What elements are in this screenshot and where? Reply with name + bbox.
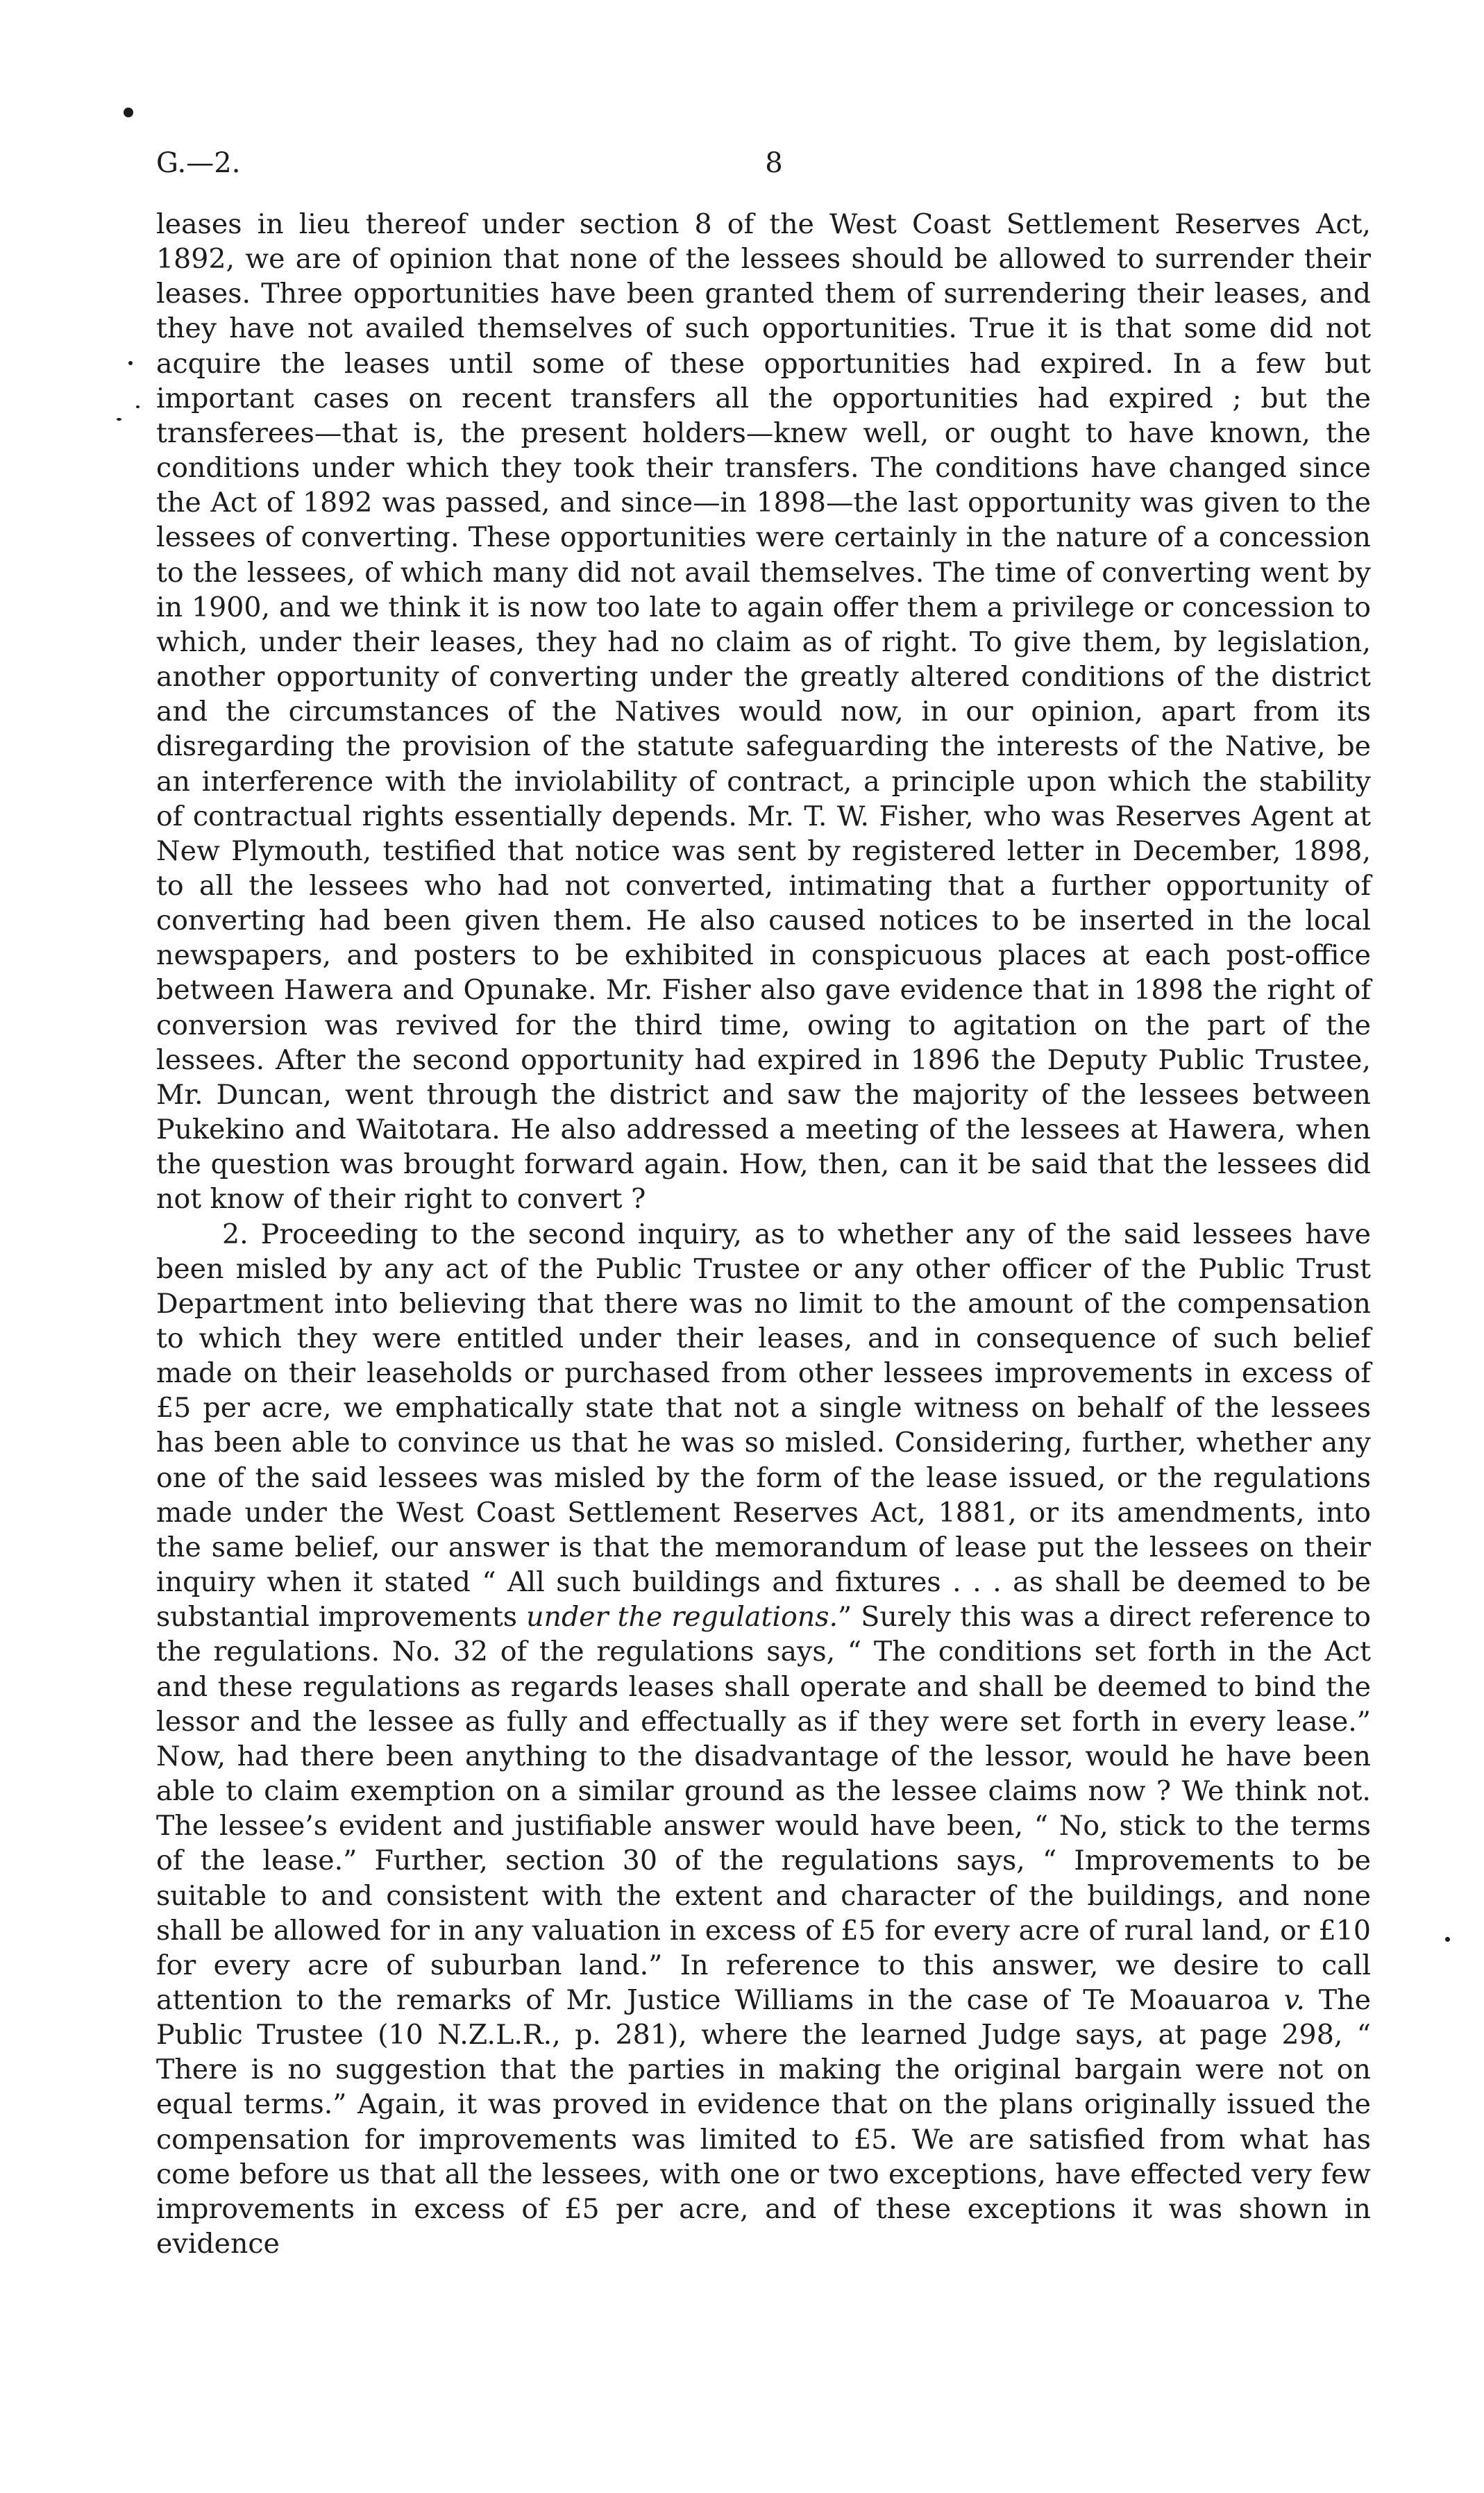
paragraph-text: ” Surely this was a direct reference to the regulations. No. 32 of the regulations says, “ The conditions set forth in the Act and these regulations as regards leases shall operate and shall be deemed to bind the lessor and the lessee as fully and effectually as if they were set forth in every lease.” Now, had there been anything to the disadvantage of the lessor, would he have been able to claim exemption on a similar ground as the lessee claims now ? We think not. The lessee’s evident and justifiable answer would have been, “ No, stick to the terms of the lease.” Further, section 30 of the regulations says, “ Improvements to be suitable to and consistent with the extent and character of the buildings, and none shall be allowed for in any valuation in excess of £5 for every acre of rural land, or £10 for every acre of suburban land.” In reference to this answer, we desire to call attention to the remarks of Mr. Justice Williams in the case of Te Moauaroa xyxy=(156,1601,1372,2016)
page-header xyxy=(156,142,1371,184)
margin-mark xyxy=(136,405,140,408)
margin-mark xyxy=(128,361,133,365)
body-text xyxy=(156,207,1371,2261)
paragraph-continuation: leases in lieu thereof under section 8 of the West Coast Settlement Reserves Act, 1892, we are of opinion that none of the lessees should be allowed to surrender their leases. Three opportunities have been granted them of surrendering their leases, and they have not availed themselves of such opportunities. True it is that some did not acquire the leases until some of these opportunities had expired. In a few but important cases on recent transfers all the opportunities had expired ; but the transferees—that is, the present holders—knew well, or ought to have known, the conditions under which they took their transfers. The conditions have changed since the Act of 1892 was passed, and since—in 1898—the last opportunity was given to the lessees of converting. These opportunities were certainly in the nature of a concession to the lessees, of which many did not avail themselves. The time of converting went by in 1900, and we think it is now too late to again offer them a privilege or concession to which, under their leases, they had no claim as of right. To give them, by legislation, another opportunity of converting under the greatly altered conditions of the district and the circumstances of the Natives would now, in our opinion, apart from its disregarding the provision of the statute safeguarding the interests of the Native, be an interference with the inviolability of contract, a principle upon which the stability of contractual rights essentially depends. Mr. T. W. Fisher, who was Reserves Agent at New Plymouth, testified that notice was sent by registered letter in December, 1898, to all the lessees who had not converted, intimating that a further opportunity of converting had been given them. He also caused notices to be inserted in the local newspapers, and posters to be exhibited in conspicuous places at each post-office between Hawera and Opunake. Mr. Fisher also gave evidence that in 1898 the right of conversion was revived for the third time, owing to agitation on the part of the lessees. After the second opportunity had expired in 1896 the Deputy Public Trustee, Mr. Duncan, went through the district and saw the majority of the lessees between Pukekino and Waitotara. He also addressed a meeting of the lessees at Hawera, when the question was brought forward again. How, then, can it be said that the lessees did not know of their right to convert ? xyxy=(156,208,1371,1216)
ink-dot-mark xyxy=(1445,1937,1450,1942)
italic-versus: v. xyxy=(1283,1983,1305,2016)
paragraph-second-inquiry xyxy=(156,1217,1371,2262)
paragraph-text: The Public Trustee (10 N.Z.L.R., p. 281), where the learned Judge says, at page 298, “ There is no suggestion that the parties in making the original bargain were not on equal terms.” Again, it was proved in evidence that on the plans originally issued the compensation for improvements was limited to £5. We are satisfied from what has come before us that all the lessees, with one or two exceptions, have effected very few improvements in excess of £5 per acre, and of these exceptions it was shown in evidence xyxy=(156,1983,1371,2260)
italic-phrase: under the regulations. xyxy=(526,1601,838,1634)
margin-mark xyxy=(117,418,121,421)
ink-dot-mark xyxy=(124,108,133,117)
paragraph-text: 2. Proceeding to the second inquiry, as to whether any of the said lessees have been misled by any act of the Public Trustee or any other officer of the Public Trust Department into believing that there was no limit to the amount of the compensation to which they were entitled under their leases, and in consequence of such belief made on their leaseholds or purchased from other lessees improvements in excess of £5 per acre, we emphatically state that not a single witness on behalf of the lessees has been able to convince us that he was so misled. Considering, further, whether any one of the said lessees was misled by the form of the lease issued, or the regulations made under the West Coast Settlement Reserves Act, 1881, or its amendments, into the same belief, our answer is that the memorandum of lease put the lessees on their inquiry when it stated “ All such buildings and fixtures . . . as shall be deemed to be substantial improvements xyxy=(156,1218,1371,1634)
page-number: 8 xyxy=(765,147,783,179)
document-code: G.—2. xyxy=(156,147,241,179)
